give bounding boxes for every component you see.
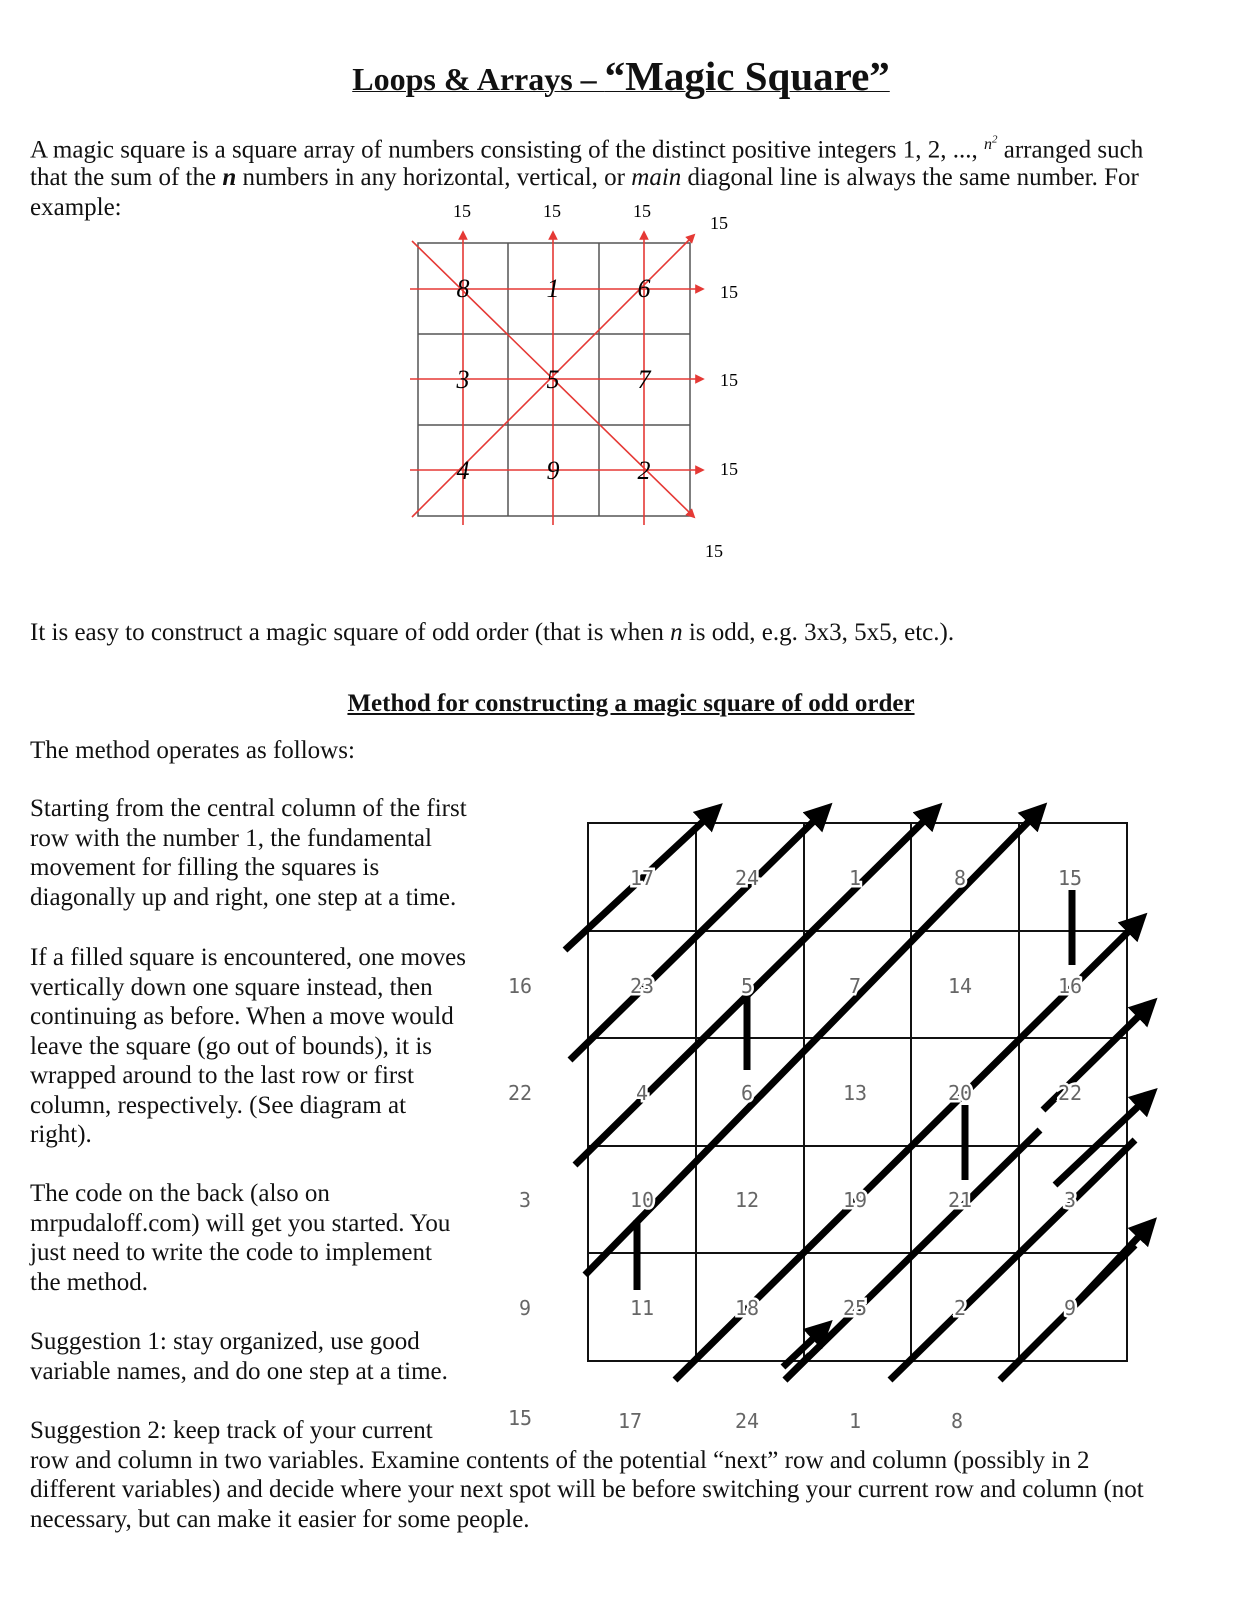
sum-label: 15 (705, 541, 723, 561)
grid-cell: 3 (1063, 1188, 1077, 1212)
example-cell: 3 (456, 365, 470, 394)
grid-cell: 24 (734, 866, 760, 890)
grid-cell: 12 (734, 1188, 760, 1212)
grid-cell: 1 (848, 866, 862, 890)
method-paragraph-2: If a filled square is encountered, one moves vertically down one square instead, then continuing as before. When a move would leave the square (go out of bounds), it is wrapped around to the last row or first column, respectively. (See diagram at right). (30, 944, 466, 1148)
grid-cell: 22 (1057, 1081, 1083, 1105)
bottom-wrap-label: 1 (848, 1409, 862, 1433)
sum-label: 15 (720, 459, 738, 479)
odd-order-sentence: It is easy to construct a magic square of odd order (that is when n is odd, e.g. 3x3, 5x5, etc.). (30, 619, 955, 646)
grid-cell: 14 (947, 974, 973, 998)
grid-cell: 6 (740, 1081, 754, 1105)
grid-cell: 9 (1063, 1296, 1077, 1320)
grid-cell: 13 (842, 1081, 868, 1105)
left-wrap-label: 3 (518, 1188, 532, 1212)
title-prefix: Loops & Arrays – (352, 61, 605, 97)
page-title (0, 52, 1242, 100)
grid-cell: 23 (629, 974, 655, 998)
intro-line-2: that the sum of the n numbers in any horizontal, vertical, or main diagonal line is always the same number. For (30, 164, 1139, 191)
example-cell: 7 (637, 365, 651, 394)
grid-cell: 8 (953, 866, 967, 890)
title-main: “Magic Square” (604, 53, 890, 99)
sum-label: 15 (720, 370, 738, 390)
sum-label: 15 (710, 213, 728, 233)
method-intro: The method operates as follows: (30, 737, 355, 764)
bottom-wrap-label: 8 (950, 1409, 964, 1433)
intro-line-3: example: (30, 194, 122, 221)
grid-cell: 17 (629, 866, 655, 890)
example-cell: 8 (456, 274, 470, 303)
example-magic-square-diagram (380, 195, 760, 570)
grid-cell: 15 (1057, 866, 1083, 890)
sum-label: 15 (543, 201, 561, 221)
method-subheading: Method for constructing a magic square of odd order (347, 690, 915, 717)
example-cell: 6 (637, 274, 651, 303)
example-cell: 9 (546, 456, 560, 485)
grid-cell: 16 (1057, 974, 1083, 998)
grid-cell: 5 (740, 974, 754, 998)
grid-cell: 4 (635, 1081, 649, 1105)
sum-label: 15 (453, 201, 471, 221)
bottom-wrap-label: 17 (617, 1409, 643, 1433)
intro-line-1: A magic square is a square array of numbers consisting of the distinct positive integers 1, 2, ..., $^{n^2}$ arranged such (30, 134, 1144, 164)
grid-cell: 21 (947, 1188, 973, 1212)
example-cell: 5 (546, 365, 560, 394)
method-paragraph-1: Starting from the central column of the first row with the number 1, the fundamental movement for filling the squares is diagonally up and right, one step at a time. (30, 795, 467, 911)
grid-cell: 20 (947, 1081, 973, 1105)
sum-label: 15 (720, 282, 738, 302)
grid-cell: 25 (842, 1296, 868, 1320)
grid-cell: 10 (629, 1188, 655, 1212)
suggestion-2: Suggestion 2: keep track of your current row and column in two variables. Examine contents of the potential “next” row and column (possibly in 2 different variables) and decide where your next spot will be before switching your current row and column (not necessary, but can make it easier for some people. (30, 1417, 1144, 1533)
sum-label: 15 (633, 201, 651, 221)
construction-diagram (495, 770, 1195, 1450)
bottom-wrap-label: 15 (507, 1406, 533, 1430)
method-paragraph-3: The code on the back (also on mrpudaloff.com) will get you started. You just need to write the code to implement the method. (30, 1180, 451, 1296)
grid-cell: 11 (629, 1296, 655, 1320)
grid-cell: 18 (734, 1296, 760, 1320)
example-cell: 1 (546, 274, 560, 303)
grid-cell: 2 (953, 1296, 967, 1320)
left-wrap-label: 22 (507, 1081, 533, 1105)
bottom-wrap-label: 24 (734, 1409, 760, 1433)
left-wrap-label: 16 (507, 974, 533, 998)
grid-cell: 7 (848, 974, 862, 998)
left-wrap-label: 9 (518, 1296, 532, 1320)
n-squared: n2 (983, 134, 998, 154)
example-cell: 2 (637, 456, 651, 485)
grid-cell: 19 (842, 1188, 868, 1212)
example-cell: 4 (456, 456, 470, 485)
suggestion-1: Suggestion 1: stay organized, use good variable names, and do one step at a time. (30, 1328, 448, 1385)
